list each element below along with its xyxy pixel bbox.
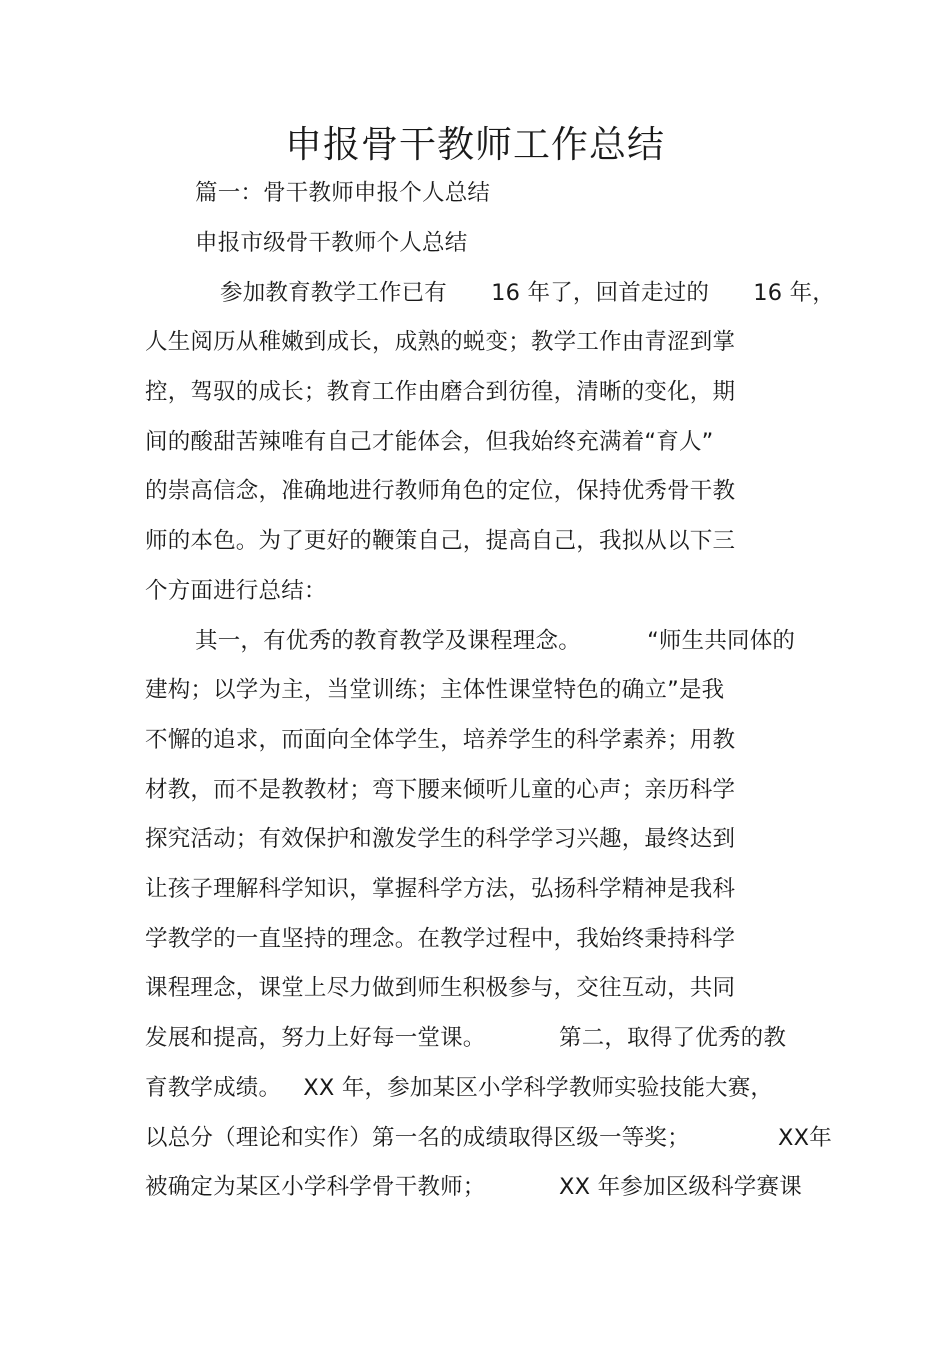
- text-line: 建构；以学为主，当堂训练；主体性课堂特色的确立”是我: [145, 677, 725, 703]
- text-line: 育教学成绩。 XX 年，参加某区小学科学教师实验技能大赛，: [145, 1075, 774, 1101]
- text-line: 材教，而不是教教材；弯下腰来倾听儿童的心声；亲历科学: [145, 777, 736, 803]
- text-line: 人生阅历从稚嫩到成长，成熟的蜕变；教学工作由青涩到掌: [145, 329, 736, 355]
- text-line: 申报市级骨干教师个人总结: [195, 230, 468, 256]
- text-line: 以总分（理论和实作）第一名的成绩取得区级一等奖； XX年: [145, 1125, 832, 1151]
- text-line: 探究活动；有效保护和激发学生的科学学习兴趣，最终达到: [145, 826, 736, 852]
- text-line: 师的本色。为了更好的鞭策自己，提高自己，我拟从以下三: [145, 528, 736, 554]
- text-line: 间的酸甜苦辣唯有自己才能体会，但我始终充满着“育人”: [145, 429, 714, 455]
- text-line: 参加教育教学工作已有 16 年了，回首走过的 16 年，: [220, 280, 835, 306]
- text-line: 被确定为某区小学科学骨干教师； XX 年参加区级科学赛课: [145, 1174, 802, 1200]
- text-line: 课程理念，课堂上尽力做到师生积极参与，交往互动，共同: [145, 975, 736, 1001]
- text-line: 让孩子理解科学知识，掌握科学方法，弘扬科学精神是我科: [145, 876, 736, 902]
- text-line: 不懈的追求，而面向全体学生，培养学生的科学素养；用教: [145, 727, 736, 753]
- text-line: 控，驾驭的成长；教育工作由磨合到彷徨，清晰的变化，期: [145, 379, 736, 405]
- text-line: 的崇高信念，准确地进行教师角色的定位，保持优秀骨干教: [145, 478, 736, 504]
- text-line: 篇一：骨干教师申报个人总结: [195, 180, 491, 206]
- text-line: 发展和提高，努力上好每一堂课。 第二，取得了优秀的教: [145, 1025, 787, 1051]
- text-line: 其一，有优秀的教育教学及课程理念。 “师生共同体的: [195, 628, 796, 654]
- document-title: 申报骨干教师工作总结: [285, 123, 665, 166]
- text-line: 个方面进行总结：: [145, 578, 327, 604]
- text-line: 学教学的一直坚持的理念。在教学过程中，我始终秉持科学: [145, 926, 736, 952]
